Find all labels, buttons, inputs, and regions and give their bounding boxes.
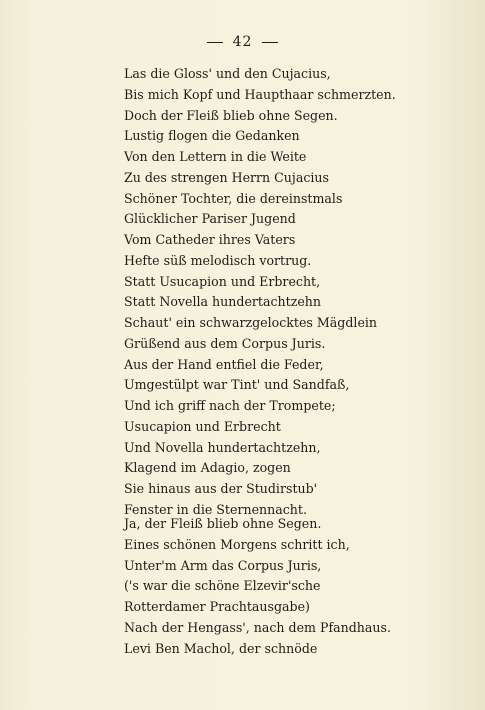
page-number-header [0,34,485,50]
verse-line: Und Novella hundertachtzehn, [124,439,321,455]
left-dash [207,42,223,43]
verse-line: Statt Usucapion und Erbrecht, [124,273,321,289]
verse-line: Hefte süß melodisch vortrug. [124,252,312,268]
verse-line: Von den Lettern in die Weite [124,149,307,164]
verse-line: Doch der Fleiß blieb ohne Segen. [124,107,338,123]
verse-line: Eines schönen Morgens schritt ich, [124,536,350,552]
verse-line: Schöner Tochter, die dereinstmals [124,190,343,206]
verse-line: Unter'm Arm das Corpus Juris, [124,557,322,573]
verse-line: Levi Ben Machol, der schnöde [124,640,318,656]
verse-line: Schaut' ein schwarzgelocktes Mägdlein [124,315,378,330]
verse-line: Ja, der Fleiß blieb ohne Segen. [124,516,322,531]
verse-line: Und ich griff nach der Trompete; [124,398,336,413]
verse-line: Aus der Hand entfiel die Feder, [124,356,324,372]
verse-line: ('s war die schöne Elzevir'sche [124,578,321,594]
verse-line: Vom Catheder ihres Vaters [124,232,296,247]
verse-line: Rotterdamer Prachtausgabe) [124,599,310,614]
verse-line: Fenster in die Sternennacht. [124,501,307,517]
verse-line: Bis mich Kopf und Haupthaar schmerzten. [124,86,396,102]
verse-line: Klagend im Adagio, zogen [124,460,291,476]
verse-line: Usucapion und Erbrecht [124,418,281,434]
verse-line: Glücklicher Pariser Jugend [124,211,296,227]
verse-line: Las die Gloss' und den Cujacius, [124,66,331,81]
verse-line: Nach der Hengass', nach dem Pfandhaus. [124,619,392,635]
verse-line: Statt Novella hundertachtzehn [124,294,322,310]
stanza-2 [124,514,454,659]
verse-line: Zu des strengen Herrn Cujacius [124,169,329,185]
verse-line: Lustig flogen die Gedanken [124,128,300,144]
verse-line: Sie hinaus aus der Studirstub' [124,481,318,496]
verse-line: Umgestülpt war Tint' und Sandfaß, [124,377,350,393]
page-number: 42 [232,34,253,50]
verse-line: Grüßend aus dem Corpus Juris. [124,335,326,351]
right-dash [262,42,278,43]
stanza-1 [124,64,454,521]
